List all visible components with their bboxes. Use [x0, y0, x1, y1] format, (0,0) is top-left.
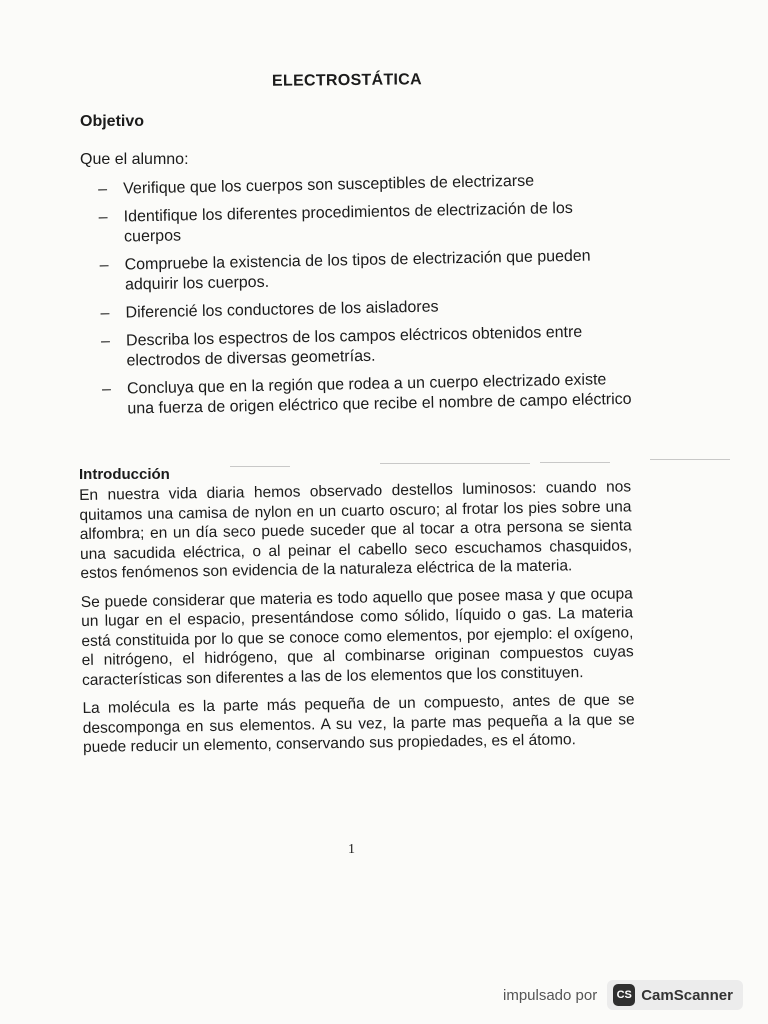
- list-dash: –: [98, 180, 108, 198]
- objective-intro: Que el alumno:: [80, 151, 189, 168]
- camscanner-logo-icon: CS: [613, 984, 635, 1006]
- list-item: – Identifique los diferentes procedimientos de electrización de los cuerpos: [98, 199, 573, 246]
- list-dash: –: [100, 304, 110, 322]
- list-dash: –: [99, 256, 109, 274]
- list-item: – Describa los espectros de los campos eléctricos obtenidos entre electrodos de diversas geometrías.: [100, 323, 583, 370]
- list-dash: –: [101, 380, 112, 398]
- paragraph: Se puede considerar que materia es todo aquello que posee masa y que ocupa un lugar en el espacio, presentándose como sólido, líquido o gas. La materia está constituida por lo que se conoce como elementos, por ejemplo: el oxígeno, el nitrógeno, el hidrógeno, que al combinarse originan compuestos cuyas características son diferentes a las de los elementos que los constituyen.: [80, 584, 634, 689]
- list-item: – Verifique que los cuerpos son susceptibles de electrizarse: [98, 172, 535, 198]
- list-item: – Concluya que en la región que rodea a un cuerpo electrizado existe una fuerza de origen eléctrico que recibe el nombre de campo eléctrico: [101, 371, 632, 418]
- objective-heading: Objetivo: [80, 113, 145, 130]
- introduction-heading: Introducción: [79, 466, 170, 483]
- paragraph: La molécula es la parte más pequeña de un compuesto, antes de que se descomponga en sus elementos. A su vez, la parte mas pequeña a la que se puede reducir un elemento, conservando sus propiedades, es el átomo.: [82, 691, 635, 756]
- camscanner-watermark: [503, 980, 743, 1010]
- page-number: 1: [348, 842, 355, 857]
- powered-by-label: impulsado por: [503, 986, 598, 1004]
- introduction-body: [79, 477, 635, 766]
- list-dash: –: [98, 208, 108, 226]
- paragraph: En nuestra vida diaria hemos observado destellos luminosos: cuando nos quitamos una camisa de nylon en un cuarto oscuro; al frotar los pies sobre una alfombra; en un día seco puede suceder que al tocar a otra persona se sienta una sacudida eléctrica, o al peinar el cabello seco escuchamos chasquidos, estos fenómenos son evidencia de la naturaleza eléctrica de la materia.: [79, 478, 633, 582]
- camscanner-brand: CamScanner: [641, 986, 733, 1004]
- camscanner-badge: [607, 980, 743, 1010]
- list-dash: –: [100, 332, 111, 350]
- list-item: – Diferencié los conductores de los aisladores: [100, 298, 439, 322]
- document-title: ELECTROSTÁTICA: [271, 71, 423, 90]
- list-item: – Compruebe la existencia de los tipos de electrización que pueden adquirir los cuerpos.: [99, 247, 591, 294]
- objectives-list: [98, 170, 633, 428]
